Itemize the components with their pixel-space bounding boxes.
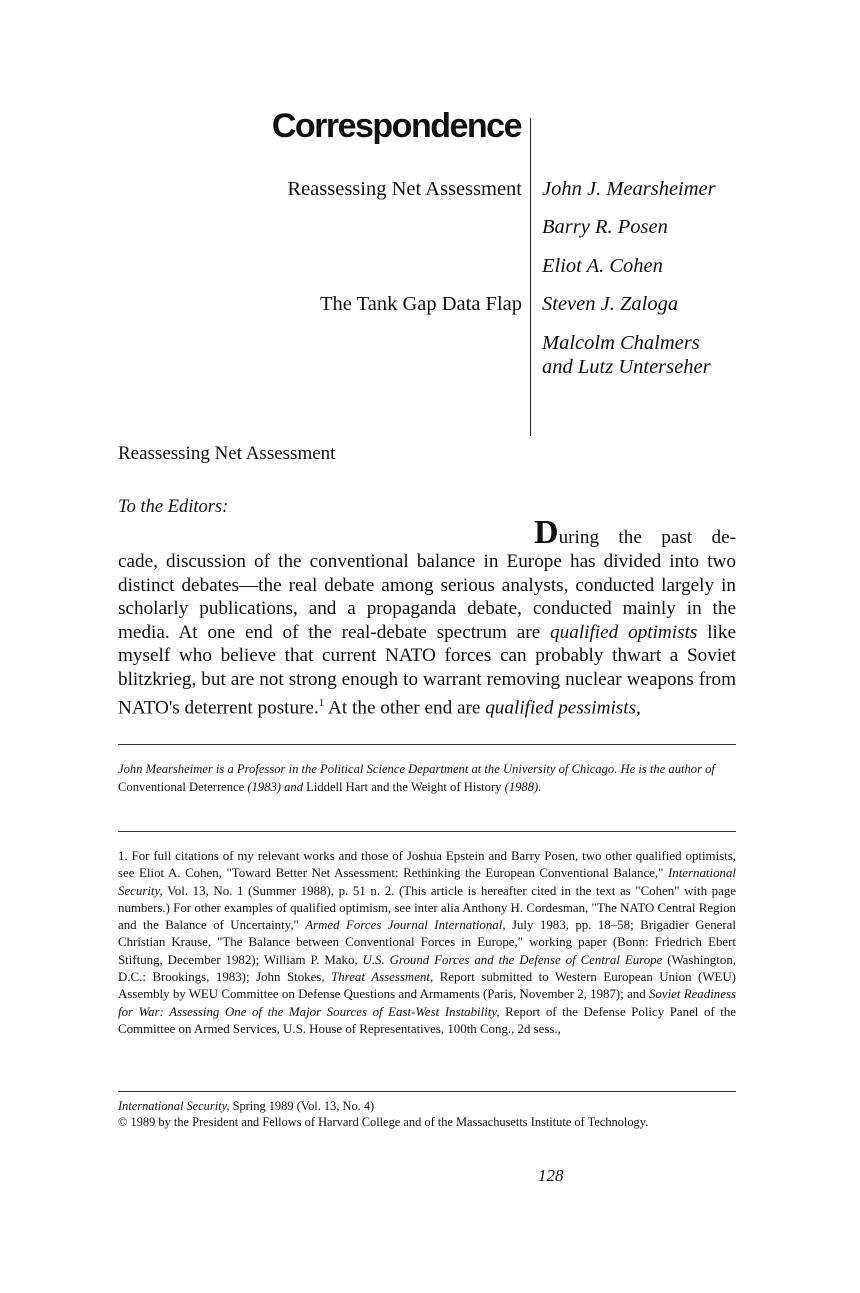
footnote-marker: 1 xyxy=(318,696,325,709)
footnote-text: Vol. 13, No. 1 (Summer 1988), p. 51 n. 2. (This article is hereafter cited in the text as "Cohen" with page numbers.) For other examples of qualified optimism, see inter alia Anthony H. Cordesman, "The NATO Central Region and the Balance of Uncertainty," xyxy=(118,883,736,933)
author-bio xyxy=(118,760,736,796)
journal-citation xyxy=(118,1098,758,1114)
body-text: like myself who believe that current NATO forces can probably thwart a Soviet blitzkrieg, but are not strong enough to warrant removing nuclear weapons from NATO's deterrent posture. xyxy=(118,621,736,718)
title-divider xyxy=(530,118,531,436)
footnote-citation: Soviet Readiness for War: Assessing One of the Major Sources of East-West Instability, xyxy=(118,987,736,1019)
footnote-text: (Washington, D.C.: Brookings, 1983); John Stokes, xyxy=(118,952,737,985)
drop-cap: D xyxy=(534,514,559,551)
page-number: 128 xyxy=(538,1166,564,1185)
footnote-citation: Armed Forces Journal International, xyxy=(305,918,506,933)
body-emphasis: qualified pessimists, xyxy=(485,696,641,718)
footer-rule xyxy=(118,1091,736,1092)
author-cohen: Eliot A. Cohen xyxy=(542,255,663,277)
footnote-text: 1. For full citations of my relevant works and those of Joshua Epstein and Barry Posen, two other qualified optimists, see Eliot A. Cohen, "Toward Better Net Assessment: Rethinking the European Conventional Balance," xyxy=(118,849,736,881)
author-unterseher: and Lutz Unterseher xyxy=(542,356,711,378)
footnote-citation: International Security, xyxy=(118,866,736,898)
article-section-title: Reassessing Net Assessment xyxy=(118,443,336,464)
journal-footer xyxy=(118,1098,758,1130)
section-heading-tank-gap: The Tank Gap Data Flap xyxy=(320,293,522,315)
bio-book-title: Liddell Hart and the Weight of History xyxy=(306,780,502,794)
body-paragraph xyxy=(118,550,736,720)
journal-name: International Security, xyxy=(118,1099,230,1113)
bio-book-title: Conventional Deterrence xyxy=(118,780,245,794)
author-zaloga: Steven J. Zaloga xyxy=(542,293,679,315)
footnote-text: July 1983, pp. 18–58; Brigadier General Christian Krause, "The Balance between Conventional Forces in Europe," working paper (Bonn: Friedrich Ebert Stiftung, December 1982); William P. Mako, xyxy=(118,918,736,967)
section-heading-net-assessment: Reassessing Net Assessment xyxy=(287,178,522,200)
body-emphasis: qualified optimists xyxy=(550,621,698,643)
body-text: cade, discussion of the conventional balance in Europe has divided into two distinct debates—the real debate among serious analysts, conducted largely in scholarly publications, and a propaganda debate, conducted mainly in the media. At one end of the real-debate spectrum are xyxy=(118,551,736,643)
copyright-notice: © 1989 by the President and Fellows of Harvard College and of the Massachusetts Institute of Technology. xyxy=(118,1115,649,1129)
salutation: To the Editors: xyxy=(118,497,229,517)
bio-text: (1983) and xyxy=(244,780,307,794)
author-posen: Barry R. Posen xyxy=(542,216,668,238)
body-text: At the other end are xyxy=(324,696,486,718)
page-title: Correspondence xyxy=(271,107,521,145)
opening-line-text: uring the past de- xyxy=(558,527,736,548)
footnote-citation: U.S. Ground Forces and the Defense of Central Europe xyxy=(362,952,663,967)
footnote-1 xyxy=(118,848,736,1038)
footnote-rule xyxy=(118,831,736,832)
bio-text: John Mearsheimer is a Professor in the Political Science Department at the University of Chicago. He is the author of xyxy=(118,762,715,776)
footnote-citation: Threat Assessment, xyxy=(331,970,434,985)
bio-text: (1988). xyxy=(501,780,542,794)
footnote-text: Report of the Defense Policy Panel of the Committee on Armed Services, U.S. House of Representatives, 100th Cong., 2d sess., xyxy=(118,1004,736,1036)
author-chalmers: Malcolm Chalmers xyxy=(542,332,700,354)
footnote-text: Report submitted to Western European Union (WEU) Assembly by WEU Committee on Defense Questions and Armaments (Paris, November 2, 1987); and xyxy=(118,970,736,1002)
journal-issue: Spring 1989 (Vol. 13, No. 4) xyxy=(229,1099,375,1113)
author-mearsheimer: John J. Mearsheimer xyxy=(542,178,716,200)
bio-rule xyxy=(118,744,736,745)
